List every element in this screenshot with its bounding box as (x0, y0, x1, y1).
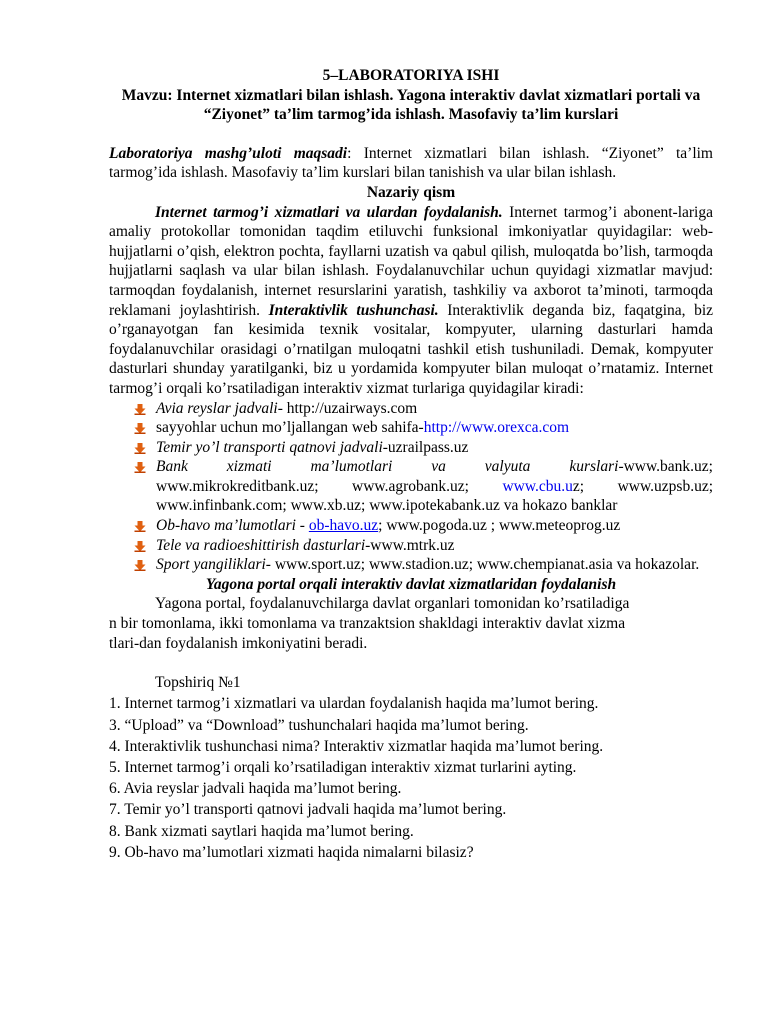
topic-text: Internet xizmatlari bilan ishlash. Yagona interaktiv davlat xizmatlari portali va “Ziyonet” ta’lim tarmog’ida ishlash. Masofaviy ta’lim kurslari (172, 86, 701, 124)
bank-text-3: z; www.uzpsb.uz; (572, 477, 714, 495)
purpose-label: Laboratoriya mashg’uloti maqsadi (109, 144, 348, 162)
weather-label: Ob-havo ma’lumotlari (156, 517, 296, 535)
task-item: 8. Bank xizmati saytlari haqida ma’lumot bering. (109, 822, 414, 840)
arrow-down-bullet-icon (134, 422, 146, 434)
services-text: Internet tarmog’i abonent-lariga amaliy protokollar tomonidan taqdim etiluvchi funksional imkoniyatlar quyidagilar: web-hujjatlarni o’qish, elektron pochta, fayllarni uzatish va qabul qilish, muloqatda bo’lish, tarmoqda hujjatlarni saqlash va ular bilan ishlash. Foydalanuvchilar uchun quyidagi xizmatlar mavjud: tarmoqdan foydalanish, internet resurslarini yaratish, tashkiliy va axborot ta’minoti, tarmoqda reklamani joylashtirish. (109, 203, 713, 319)
portal-line-2: n bir tomonlama, ikki tomonlama va tranzaktsion shakldagi interaktiv davlat xizma (109, 615, 626, 633)
bank-text-2: www.mikrokreditbank.uz; www.agrobank.uz; (156, 477, 503, 495)
interactivity-text: Interaktivlik deganda biz, faqatgina, biz o’rganayotgan fan kesimida texnik vositalar, kompyuter, ularning dasturlari hamda foydalanuvchilar orasidagi o’rnatilgan muloqatni tashkil etish tushuniladi. Demak, kompyuter dasturlari shunday yaratilganki, biz u yordamida kompyuter bilan muloqat o’rnatamiz. Internet tarmog’i orqali ko’rsatiladigan interaktiv xizmat turlariga quyidagilar kiradi: (109, 301, 714, 397)
task-item: 7. Temir yo’l transporti qatnovi jadvali haqida ma’lumot bering. (109, 801, 507, 819)
arrow-down-bullet-icon (134, 403, 146, 415)
bank-line-2 (156, 477, 713, 497)
list-item (109, 555, 713, 575)
arrow-down-bullet-icon (134, 442, 146, 454)
avia-label: Avia reyslar jadvali (156, 399, 278, 417)
avia-url: http://uzairways.com (286, 399, 418, 417)
topic-label: Mavzu: (121, 86, 173, 104)
topic-line (109, 86, 713, 125)
list-item (109, 399, 713, 419)
ob-havo-link[interactable]: ob-havo.uz (308, 517, 379, 535)
task-item: 1. Internet tarmog’i xizmatlari va ulardan foydalanish haqida ma’lumot bering. (109, 695, 599, 713)
arrow-down-bullet-icon (134, 520, 146, 532)
avia-dash: - (277, 399, 287, 417)
list-item (109, 418, 713, 438)
task-item: 5. Internet tarmog’i orqali ko’rsatiladigan interaktiv xizmat turlarini ayting. (109, 759, 577, 777)
portal-line-3: tlari-dan foydalanish imkoniyatini beradi. (109, 634, 368, 652)
task-item: 6. Avia reyslar jadvali haqida ma’lumot bering. (109, 780, 402, 798)
document-page (109, 66, 713, 863)
task-item: 9. Ob-havo ma’lumotlari xizmati haqida nimalarni bilasiz? (109, 843, 474, 861)
page-title: 5–LABORATORIYA ISHI (322, 67, 500, 84)
list-item (109, 536, 713, 556)
services-subheading: Internet tarmog’i xizmatlari va ulardan foydalanish. (155, 203, 503, 221)
spacer (109, 653, 713, 672)
arrow-down-bullet-icon (134, 559, 146, 571)
portal-heading: Yagona portal orqali interaktiv davlat xizmatlaridan foydalanish (205, 575, 617, 593)
weather-text: ; www.pogoda.uz ; www.meteoprog.uz (378, 517, 621, 535)
rail-text: -uzrailpass.uz (382, 438, 469, 456)
theory-paragraph (109, 203, 713, 399)
tv-text: -www.mtrk.uz (365, 536, 455, 554)
bank-label: Bank xizmati ma’lumotlari va valyuta kurslari (156, 458, 619, 476)
list-item (109, 516, 713, 536)
task-item: 4. Interaktivlik tushunchasi nima? Interaktiv xizmatlar haqida ma’lumot bering. (109, 737, 604, 755)
task-list (109, 672, 713, 863)
spacer (109, 125, 713, 144)
interactivity-subheading: Interaktivlik tushunchasi. (268, 301, 439, 319)
bank-text-1: -www.bank.uz; (618, 458, 713, 476)
arrow-down-bullet-icon (134, 461, 146, 473)
arrow-down-bullet-icon (134, 540, 146, 552)
bank-line-3: www.infinbank.com; www.xb.uz; www.ipotekabank.uz va hokazo banklar (156, 497, 618, 515)
tourism-text: sayyohlar uchun mo’ljallangan web sahifa- (156, 419, 424, 437)
list-item (109, 438, 713, 458)
rail-label: Temir yo’l transporti qatnovi jadvali (156, 438, 383, 456)
services-list (109, 399, 713, 575)
task-item: 3. “Upload” va “Download” tushunchalari haqida ma’lumot bering. (109, 716, 529, 734)
list-item (109, 457, 713, 516)
theory-heading: Nazariy qism (366, 183, 456, 201)
sport-label: Sport yangiliklari (156, 556, 266, 574)
tv-label: Tele va radioeshittirish dasturlari (156, 536, 366, 554)
cbu-link[interactable]: www.cbu.u (502, 477, 573, 495)
purpose-paragraph (109, 144, 713, 183)
sport-text: - www.sport.uz; www.stadion.uz; www.chempianat.asia va hokazolar. (265, 556, 700, 574)
task-heading: Topshiriq №1 (155, 674, 241, 692)
portal-line-1: Yagona portal, foydalanuvchilarga davlat organlari tomonidan ko’rsatiladiga (155, 595, 630, 613)
purpose-text: : Internet xizmatlari bilan ishlash. “Ziyonet” ta’lim tarmog’ida ishlash. Masofaviy ta’lim kurslari bilan tanishish va ular bilan ishlash. (109, 144, 713, 182)
weather-sep: - (295, 517, 309, 535)
bank-line-1 (156, 457, 713, 477)
orexca-link[interactable]: http://www.orexca.com (423, 419, 570, 437)
